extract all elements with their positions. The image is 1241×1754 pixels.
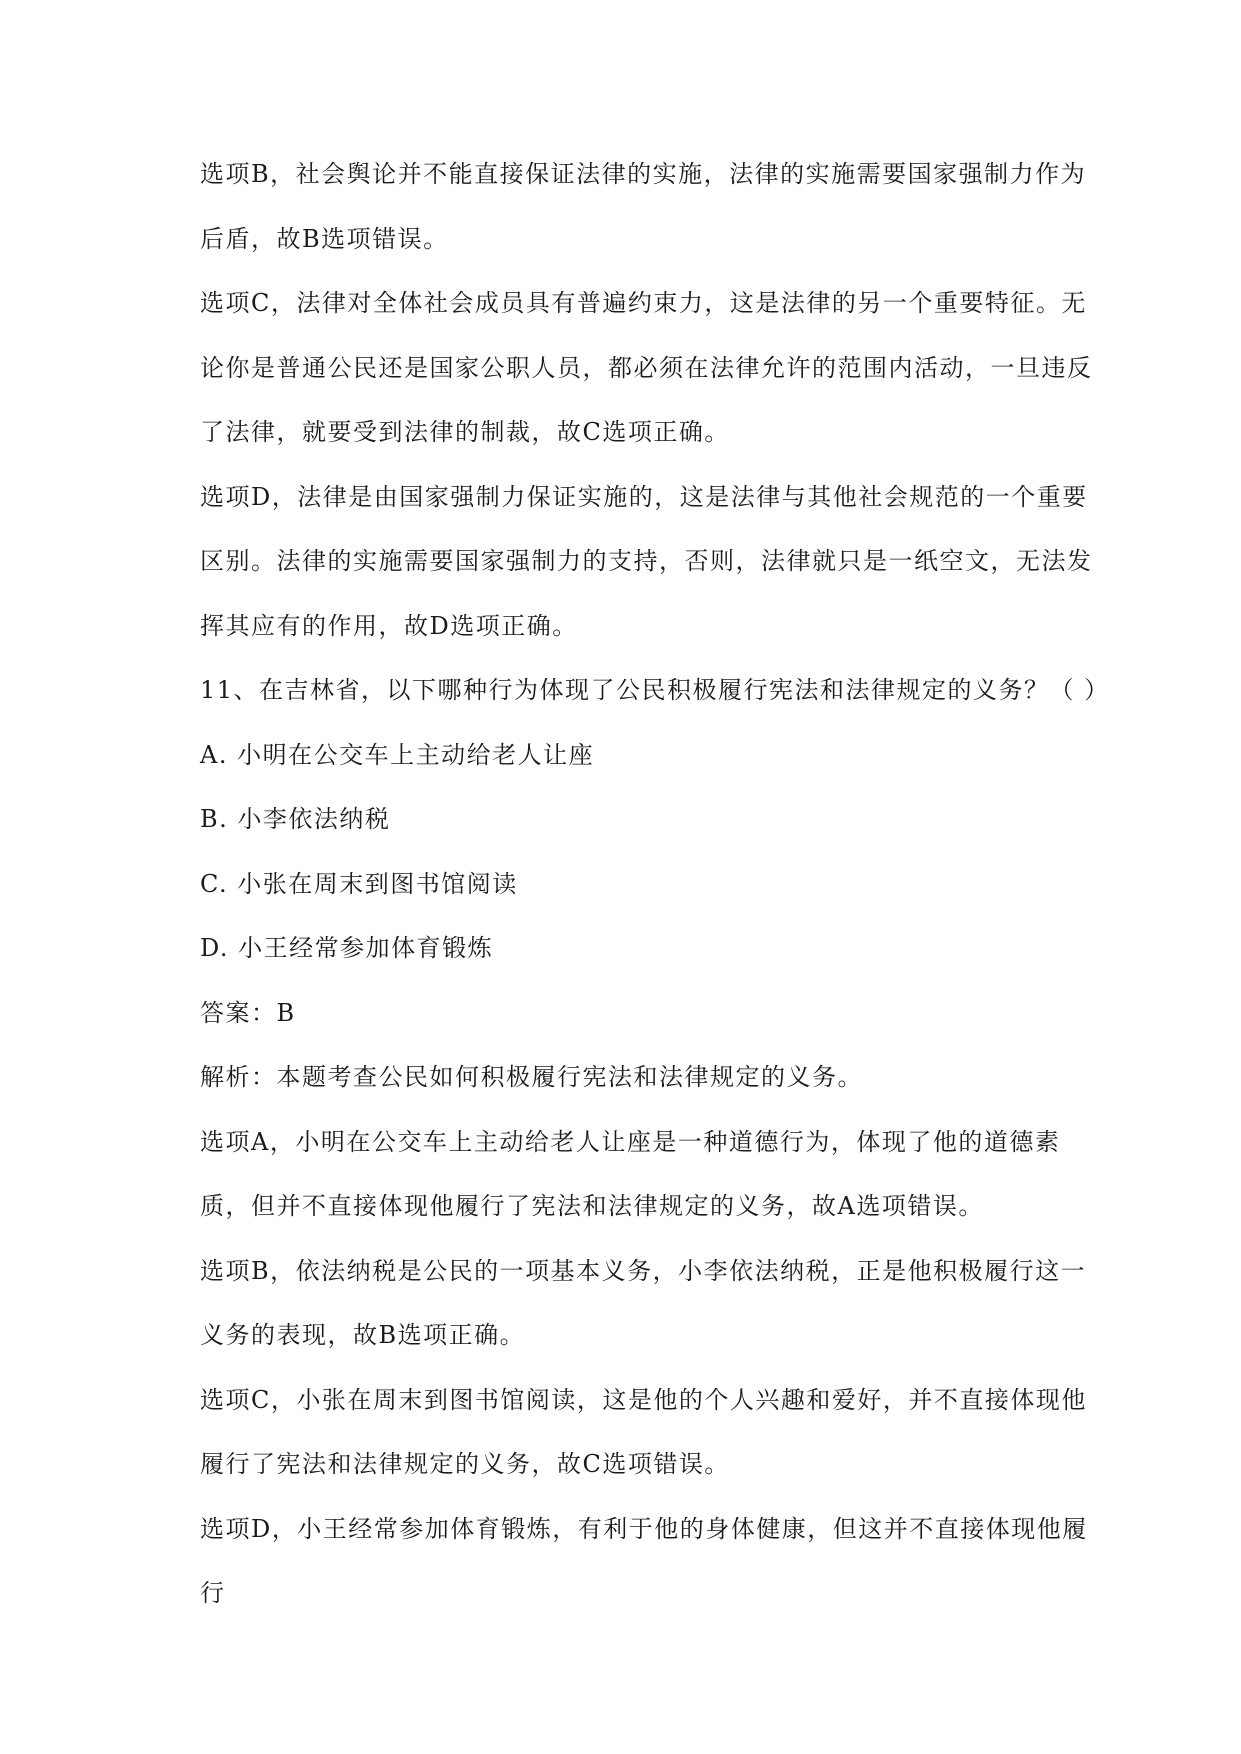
option-b: B. 小李依法纳税 <box>200 805 391 833</box>
analysis-intro: 解析：本题考查公民如何积极履行宪法和法律规定的义务。 <box>200 1063 863 1091</box>
option-d-analysis: 选项D，小王经常参加体育锻炼，有利于他的身体健康，但这并不直接体现他履行 <box>200 1514 1088 1607</box>
page-content <box>200 142 1110 1626</box>
option-b-analysis: 选项B，依法纳税是公民的一项基本义务，小李依法纳税，正是他积极履行这一义务的表现，故B选项正确。 <box>200 1256 1087 1349</box>
answer: 答案：B <box>200 998 296 1027</box>
question-stem: 11、在吉林省，以下哪种行为体现了公民积极履行宪法和法律规定的义务？（ ） <box>200 676 1110 704</box>
prev-option-b-analysis: 选项B，社会舆论并不能直接保证法律的实施，法律的实施需要国家强制力作为后盾，故B选项错误。 <box>200 160 1087 253</box>
option-c: C. 小张在周末到图书馆阅读 <box>200 869 518 898</box>
option-a: A. 小明在公交车上主动给老人让座 <box>200 740 595 769</box>
option-a-analysis: 选项A，小明在公交车上主动给老人让座是一种道德行为，体现了他的道德素质，但并不直接体现他履行了宪法和法律规定的义务，故A选项错误。 <box>200 1127 1061 1220</box>
prev-option-d-analysis: 选项D，法律是由国家强制力保证实施的，这是法律与其他社会规范的一个重要区别。法律的实施需要国家强制力的支持，否则，法律就只是一纸空文，无法发挥其应有的作用，故D选项正确。 <box>200 482 1093 640</box>
option-c-analysis: 选项C，小张在周末到图书馆阅读，这是他的个人兴趣和爱好，并不直接体现他履行了宪法和法律规定的义务，故C选项错误。 <box>200 1385 1087 1478</box>
prev-option-c-analysis: 选项C，法律对全体社会成员具有普遍约束力，这是法律的另一个重要特征。无论你是普通公民还是国家公职人员，都必须在法律允许的范围内活动，一旦违反了法律，就要受到法律的制裁，故C选项正确。 <box>200 289 1093 446</box>
option-d: D. 小王经常参加体育锻炼 <box>200 934 494 962</box>
